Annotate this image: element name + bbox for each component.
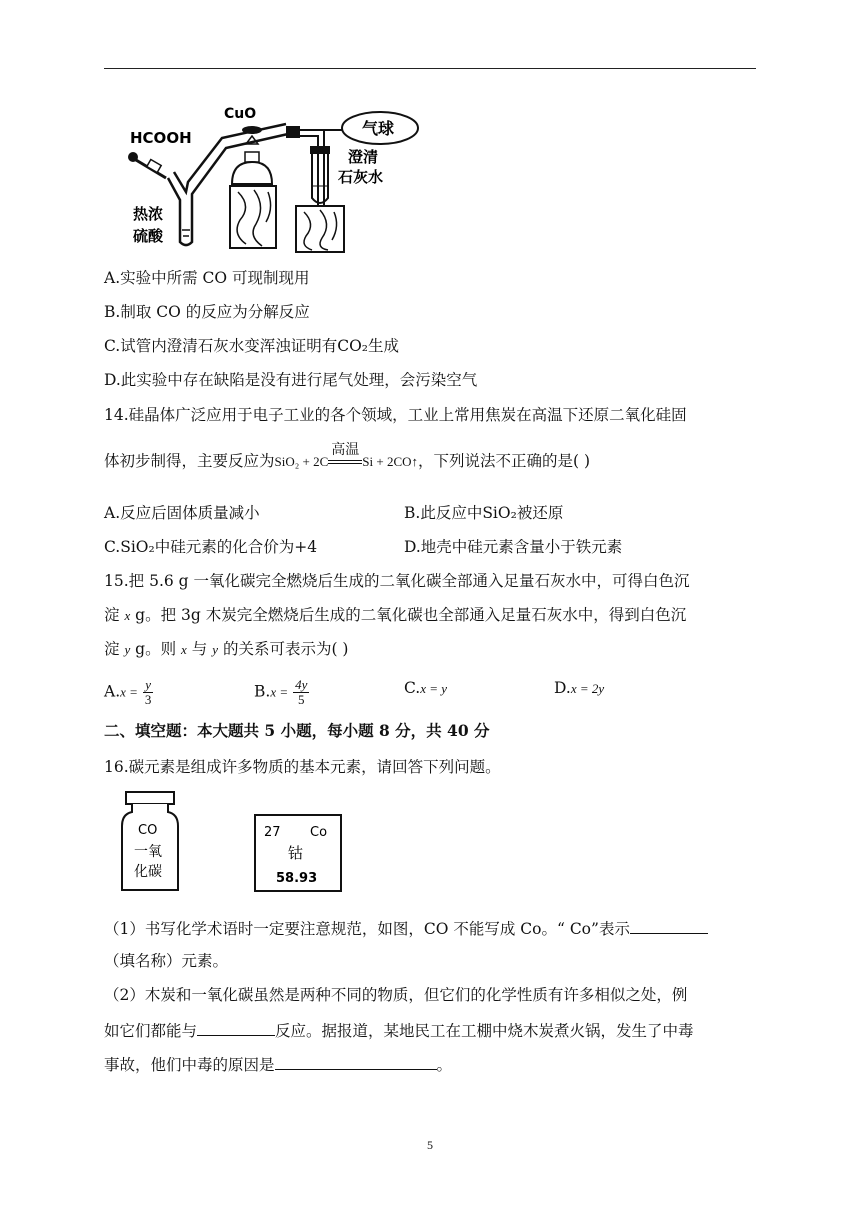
cobalt-element-card	[254, 814, 344, 894]
q16-part2-text-d: 事故，他们中毒的原因是	[104, 1056, 275, 1074]
header-rule	[104, 68, 756, 69]
q14-equation-right: Si + 2CO↑	[362, 454, 419, 469]
q16-part2-text-e: 。	[436, 1056, 453, 1074]
co-bottle-figure	[118, 790, 182, 894]
stopper	[286, 126, 300, 138]
q14-stem-line1: 14.硅晶体广泛应用于电子工业的各个领域，工业上常用焦炭在高温下还原二氧化硅固	[104, 406, 687, 424]
alcohol-lamp	[232, 162, 272, 184]
q13-option-c: C.试管内澄清石灰水变浑浊证明有CO₂生成	[104, 337, 400, 355]
q16-part2-text-b: 如它们都能与	[104, 1022, 198, 1040]
q15-option-d	[554, 678, 604, 699]
hcooh-label: HCOOH	[130, 129, 192, 147]
q15-option-a-lhs: x =	[120, 684, 138, 700]
q15-var-y: y	[124, 642, 131, 657]
q14-equation-condition	[328, 442, 362, 464]
q16-part2-line1: （2）木炭和一氧化碳虽然是两种不同的物质，但它们的化学性质有许多相似之处，例	[104, 986, 688, 1004]
q14-option-a: A.反应后固体质量减小	[104, 504, 260, 522]
q15-option-b-lhs: x =	[270, 684, 289, 700]
q15-line3-d: 的关系可表示为( )	[222, 640, 349, 658]
q15-line3-b: g。则	[135, 640, 177, 658]
q15-option-d-label: D.	[554, 679, 571, 697]
q14-stem-line2	[104, 442, 591, 472]
q13-option-a: A.实验中所需 CO 可现制现用	[104, 269, 310, 287]
q15-line2-b: g。把 3g 木炭完全燃烧后生成的二氧化碳也全部通入足量石灰水中，得到白色沉	[135, 606, 687, 624]
q15-var-x: x	[124, 608, 131, 623]
q15-var-x-2: x	[181, 642, 187, 657]
q15-option-a	[104, 678, 153, 707]
section-2-title: 二、填空题：本大题共 5 小题，每小题 8 分，共 40 分	[104, 721, 490, 740]
q14-equation-left: SiO₂ + 2C	[274, 454, 329, 469]
q16-part2-text-c: 反应。据报道，某地民工在工棚中烧木炭煮火锅，发生了中毒	[275, 1022, 694, 1040]
bottle-name-1: 一氧	[134, 844, 162, 860]
q15-option-c-label: C.	[404, 679, 421, 697]
q15-line2	[104, 605, 686, 626]
q14-stem-before: 体初步制得，主要反应为	[104, 452, 275, 470]
q15-option-b	[254, 678, 309, 707]
q14-stem-after: ，下列说法不正确的是( )	[418, 452, 591, 470]
q16-part1-text: （1）书写化学术语时一定要注意规范，如图，CO 不能写成 Co。“ Co”表示	[104, 920, 630, 938]
q16-stem: 16.碳元素是组成许多物质的基本元素，请回答下列问题。	[104, 758, 501, 776]
q15-line1: 15.把 5.6 g 一氧化碳完全燃烧后生成的二氧化碳全部通入足量石灰水中，可得白色沉	[104, 572, 690, 590]
acid-liquid	[182, 230, 190, 236]
q13-option-d: D.此实验中存在缺陷是没有进行尾气处理，会污染空气	[104, 371, 478, 389]
limewater-label-1: 澄清	[348, 148, 379, 166]
q15-option-b-den: 5	[297, 692, 305, 707]
q15-option-b-num: 4y	[295, 677, 308, 692]
q16-part1-answer-blank[interactable]	[630, 917, 708, 934]
q16-part1-line2: （填名称）元素。	[104, 952, 229, 970]
q15-option-a-label: A.	[104, 682, 121, 701]
element-number: 27	[264, 825, 281, 840]
q15-option-a-num: y	[143, 678, 154, 693]
q14-option-b: B.此反应中SiO₂被还原	[404, 504, 564, 522]
q15-line3-a: 淀	[104, 640, 120, 658]
q14-condition-text: 高温	[331, 442, 360, 458]
q14-option-d: D.地壳中硅元素含量小于铁元素	[404, 538, 623, 556]
q15-option-d-expr: x = 2y	[570, 681, 605, 696]
limewater-label-2: 石灰水	[338, 168, 384, 186]
q15-option-b-label: B.	[254, 682, 271, 701]
q15-line2-a: 淀	[104, 606, 120, 624]
q14-option-c: C.SiO₂中硅元素的化合价为+4	[104, 538, 318, 556]
element-mass: 58.93	[276, 871, 318, 886]
element-symbol: Co	[310, 825, 328, 840]
q15-option-a-den: 3	[144, 692, 152, 707]
q16-part2-answer-blank-1[interactable]	[197, 1019, 275, 1036]
q15-option-a-fraction	[143, 678, 154, 707]
co-reduction-apparatus-figure	[128, 96, 428, 256]
q15-line3-c: 与	[191, 640, 208, 658]
acid-label-2: 硫酸	[133, 227, 164, 245]
lamp-wick	[245, 152, 259, 162]
page-number: 5	[427, 1138, 433, 1152]
acid-label-1: 热浓	[133, 205, 164, 223]
bottle-name-2: 化碳	[134, 864, 162, 880]
q16-part2-line3	[104, 1053, 452, 1075]
element-name: 钴	[288, 844, 304, 862]
bottle-cap	[126, 792, 174, 804]
test-tube	[312, 154, 328, 203]
test-tube-stopper	[310, 146, 330, 154]
balloon-label: 气球	[362, 119, 395, 138]
q16-part2-line2	[104, 1019, 694, 1041]
q16-part1-line1	[104, 917, 708, 939]
q15-line3	[104, 639, 348, 660]
funnel-stopcock	[147, 160, 161, 173]
q13-option-b: B.制取 CO 的反应为分解反应	[104, 303, 310, 321]
cuo-label: CuO	[224, 106, 257, 122]
q16-part2-answer-blank-2[interactable]	[275, 1053, 437, 1070]
q15-option-c-expr: x = y	[420, 681, 448, 696]
bottle-formula: CO	[138, 823, 158, 838]
cuo-powder	[242, 126, 262, 134]
q15-option-c	[404, 678, 447, 699]
q15-var-y-2: y	[212, 642, 218, 657]
q15-option-b-fraction	[293, 678, 309, 707]
